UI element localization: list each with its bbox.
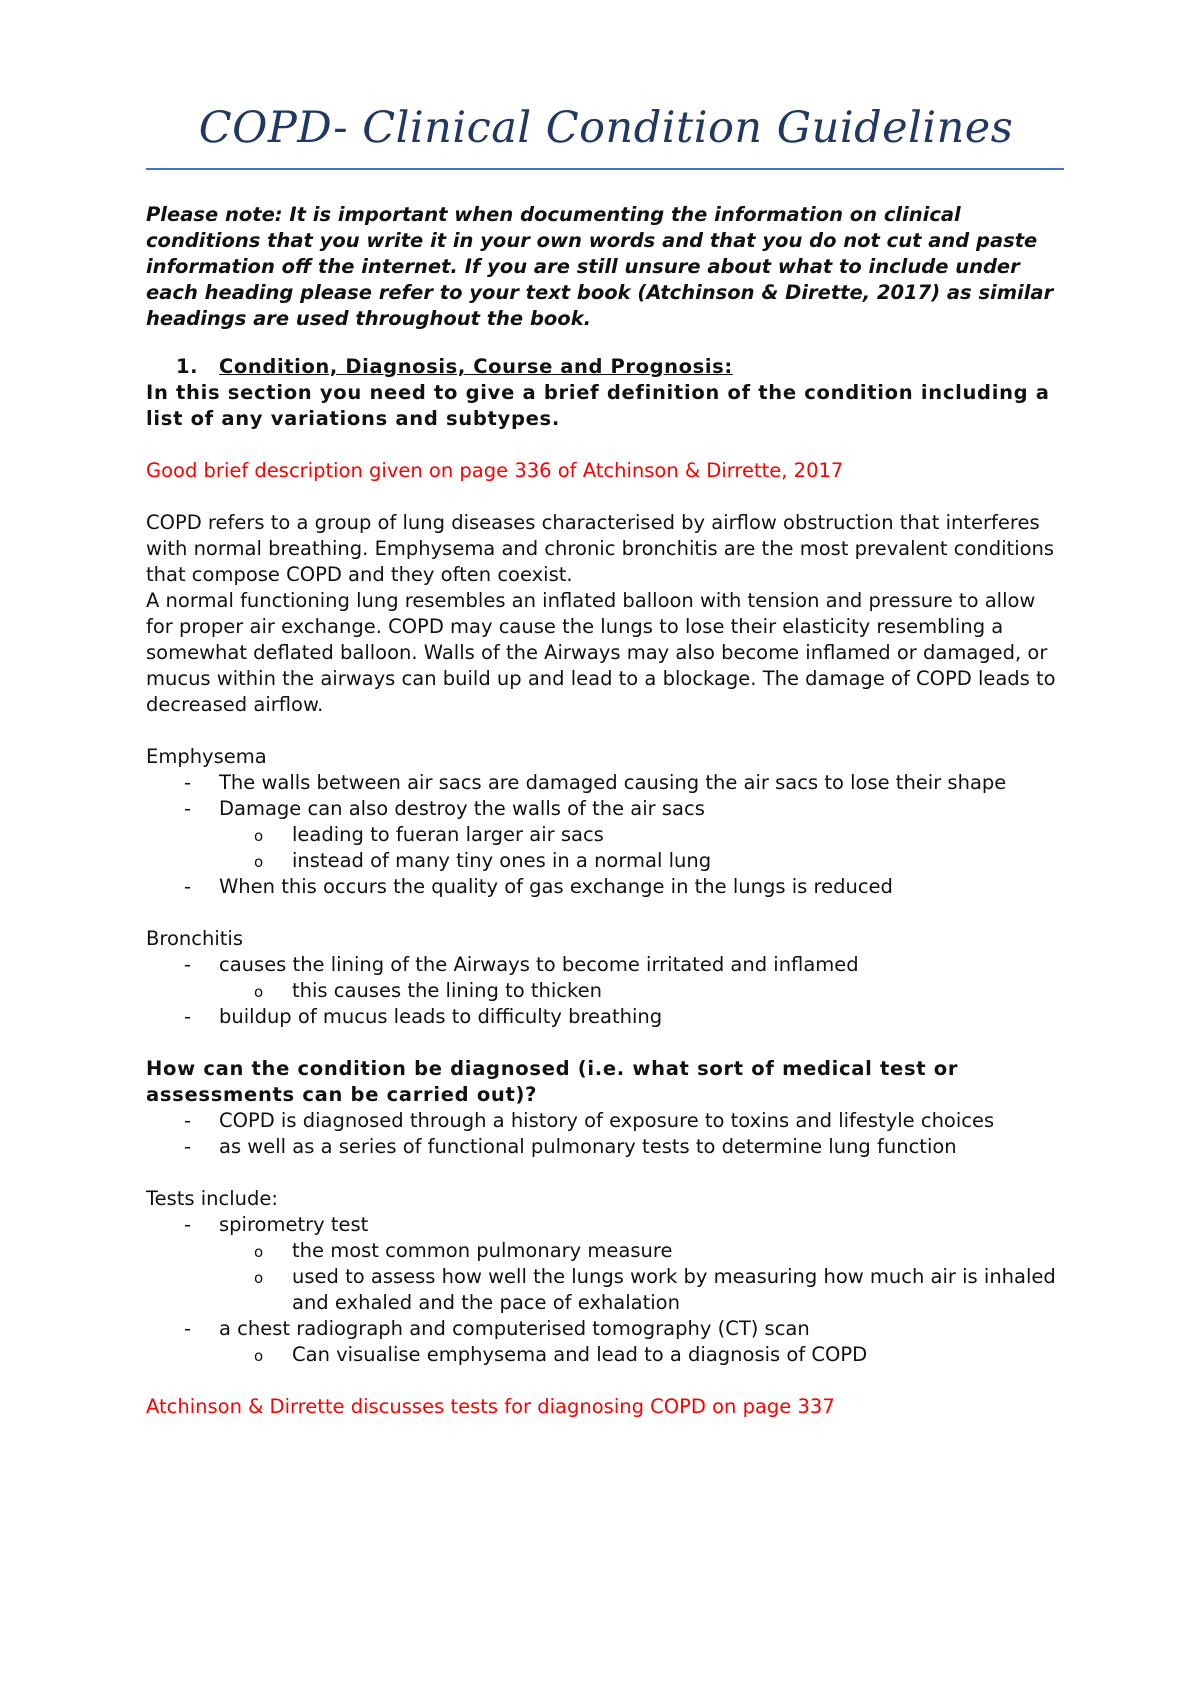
list-item: - spirometry test o the most common pulmonary measure o used to assess how well the lungs work by measuring how much air is inhaled and exhaled and the pace of exhalation xyxy=(146,1212,1066,1316)
sub-list xyxy=(219,978,1066,1004)
sub-list-item: o the most common pulmonary measure xyxy=(219,1238,1066,1264)
tests-label: Tests include: xyxy=(146,1187,278,1210)
tests-list xyxy=(146,1212,1066,1368)
section-1-reference: Good brief description given on page 336 of Atchinson & Dirrette, 2017 xyxy=(146,459,844,482)
copd-definition-paragraph: COPD refers to a group of lung diseases characterised by airflow obstruction that interferes with normal breathing. Emphysema and chronic bronchitis are the most prevalent conditions that compose COPD and they often coexist. xyxy=(146,511,1055,586)
section-1-number: 1. xyxy=(176,355,199,378)
list-item: - COPD is diagnosed through a history of exposure to toxins and lifestyle choices xyxy=(146,1108,1066,1134)
lung-function-paragraph: A normal functioning lung resembles an inflated balloon with tension and pressure to allow for proper air exchange. COPD may cause the lungs to lose their elasticity resembling a somewhat deflated balloon. Walls of the Airways may also become inflamed or damaged, or mucus within the airways can build up and lead to a blockage. The damage of COPD leads to decreased airflow. xyxy=(146,589,1056,716)
section-1-heading xyxy=(146,354,1066,380)
sub-list xyxy=(219,822,1066,874)
list-item: - The walls between air sacs are damaged causing the air sacs to lose their shape xyxy=(146,770,1066,796)
sub-list xyxy=(219,1238,1066,1316)
section-1-instruction: In this section you need to give a brief definition of the condition including a list of any variations and subtypes. xyxy=(146,381,1050,430)
list-item: - buildup of mucus leads to difficulty breathing xyxy=(146,1004,1066,1030)
please-note-paragraph: Please note: It is important when documenting the information on clinical conditions that you write it in your own words and that you do not cut and paste information off the internet. If you are still unsure about what to include under each heading please refer to your text book (Atchinson & Dirette, 2017) as similar headings are used throughout the book. xyxy=(146,203,1054,330)
document-body xyxy=(146,202,1066,1420)
sub-list-item: o used to assess how well the lungs work by measuring how much air is inhaled and exhaled and the pace of exhalation xyxy=(219,1264,1066,1316)
list-item: - causes the lining of the Airways to become irritated and inflamed o this causes the lining to thicken xyxy=(146,952,1066,1004)
bronchitis-list xyxy=(146,952,1066,1030)
diagnosis-question: How can the condition be diagnosed (i.e. what sort of medical test or assessments can be carried out)? xyxy=(146,1057,959,1106)
sub-list-item: o this causes the lining to thicken xyxy=(219,978,1066,1004)
list-item: - Damage can also destroy the walls of the air sacs o leading to fueran larger air sacs o instead of many tiny ones in a normal lung xyxy=(146,796,1066,874)
emphysema-label: Emphysema xyxy=(146,745,267,768)
list-item: - as well as a series of functional pulmonary tests to determine lung function xyxy=(146,1134,1066,1160)
sub-list-item: o instead of many tiny ones in a normal lung xyxy=(219,848,1066,874)
title-underline-rule xyxy=(146,168,1064,170)
sub-list-item: o leading to fueran larger air sacs xyxy=(219,822,1066,848)
section-1-title: Condition, Diagnosis, Course and Prognosis: xyxy=(219,355,733,378)
diagnosis-list xyxy=(146,1108,1066,1160)
bronchitis-label: Bronchitis xyxy=(146,927,243,950)
emphysema-list xyxy=(146,770,1066,900)
sub-list-item: o Can visualise emphysema and lead to a diagnosis of COPD xyxy=(219,1342,1066,1368)
list-item: - a chest radiograph and computerised tomography (CT) scan o Can visualise emphysema and lead to a diagnosis of COPD xyxy=(146,1316,1066,1368)
document-title: COPD- Clinical Condition Guidelines xyxy=(198,103,1014,153)
tests-reference: Atchinson & Dirrette discusses tests for diagnosing COPD on page 337 xyxy=(146,1395,835,1418)
sub-list xyxy=(219,1342,1066,1368)
list-item: - When this occurs the quality of gas exchange in the lungs is reduced xyxy=(146,874,1066,900)
